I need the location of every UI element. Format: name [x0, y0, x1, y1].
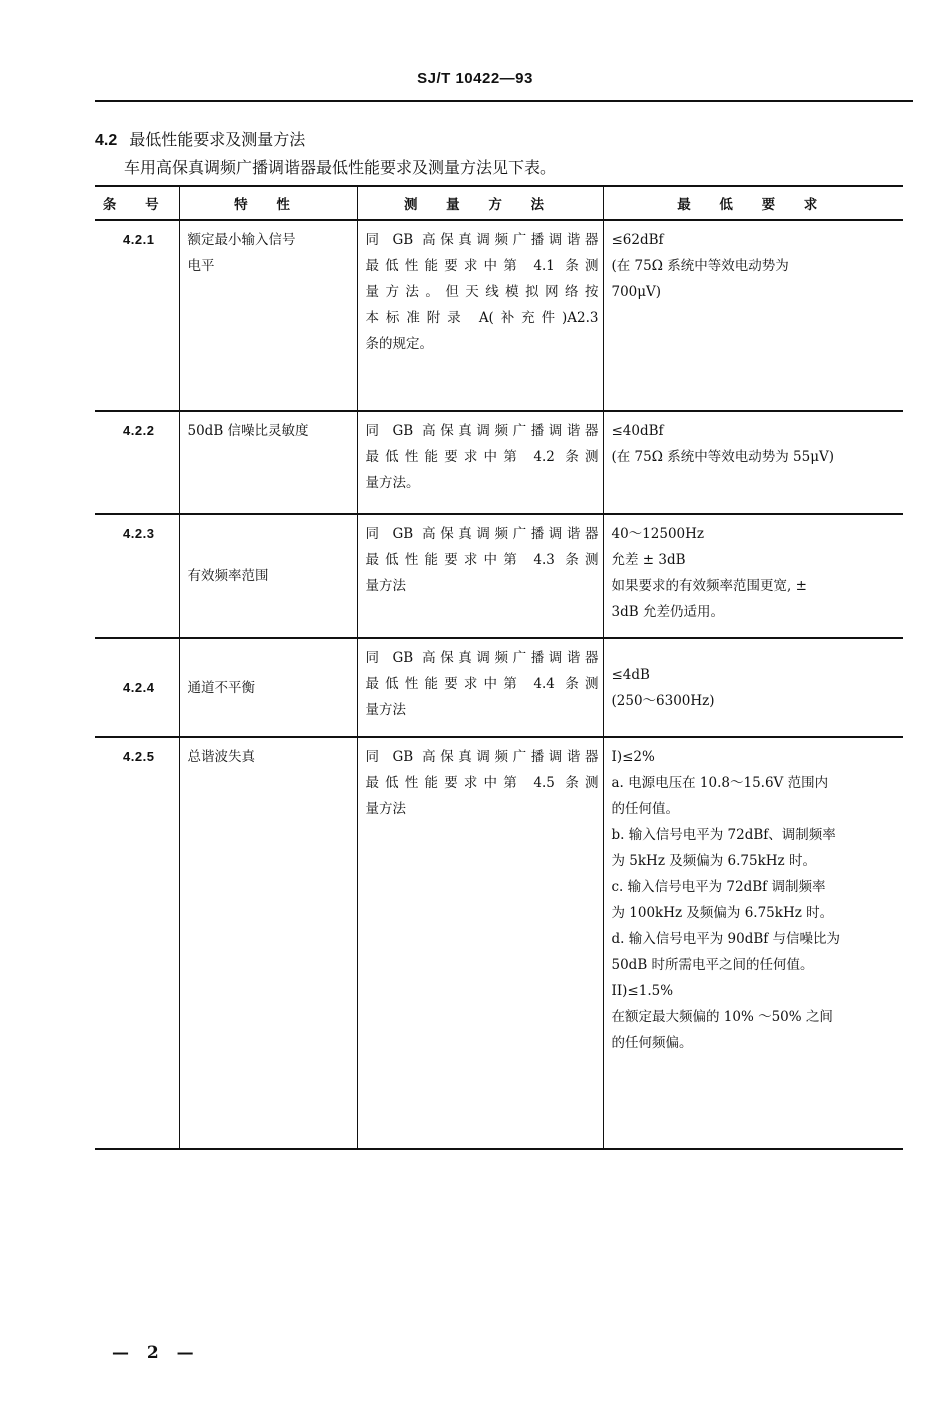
clause-cell: 4.2.3 [95, 514, 179, 638]
method-line: 量方法 [365, 578, 406, 594]
requirement-line: (在 75Ω 系统中等效电动势为 55μV) [611, 449, 834, 465]
characteristic-line: 电平 [187, 258, 215, 274]
requirement-line: 700μV) [611, 284, 662, 300]
header-rule [95, 100, 913, 102]
requirement-line: 的任何频偏。 [611, 1035, 693, 1051]
section-title: 最低性能要求及测量方法 [129, 130, 306, 149]
section-intro: 车用高保真调频广播调谐器最低性能要求及测量方法见下表。 [124, 158, 557, 177]
method-line: 同 GB 高保真调频广播调谐器 [365, 650, 599, 666]
requirement-line: I)≤2% [611, 749, 655, 765]
method-line: 量方法 [365, 702, 406, 718]
table-header-row [95, 186, 903, 220]
characteristic-line: 通道不平衡 [187, 679, 255, 696]
method-cell [357, 220, 603, 411]
section-number: 4.2 [95, 132, 118, 149]
table-row [95, 638, 903, 737]
requirement-line: a. 电源电压在 10.8～15.6V 范围内 [611, 775, 829, 791]
requirement-line: II)≤1.5% [611, 983, 674, 999]
characteristic-cell [179, 514, 357, 638]
method-line: 同 GB 高保真调频广播调谐器 [365, 232, 599, 248]
requirement-cell [603, 514, 903, 638]
characteristic-line: 额定最小输入信号 [187, 232, 296, 248]
characteristic-cell [179, 220, 357, 411]
requirement-line: b. 输入信号电平为 72dBf、调制频率 [611, 827, 836, 843]
header-requirement: 最 低 要 求 [603, 186, 903, 220]
header-method: 测 量 方 法 [357, 186, 603, 220]
method-line: 条的规定。 [365, 336, 433, 352]
requirement-line: ≤4dB [611, 666, 650, 683]
requirement-line: 为 100kHz 及频偏为 6.75kHz 时。 [611, 905, 834, 921]
characteristic-cell [179, 638, 357, 737]
requirement-line: ≤40dBf [611, 423, 664, 439]
requirement-cell [603, 220, 903, 411]
method-cell [357, 737, 603, 1149]
requirements-table [95, 185, 903, 1150]
method-line: 量方法 [365, 801, 406, 817]
characteristic-cell [179, 737, 357, 1149]
method-line: 最低性能要求中第 4.4 条测 [365, 676, 599, 692]
method-line: 量方法。但天线模拟网络按 [365, 284, 599, 300]
characteristic-line: 50dB 信噪比灵敏度 [187, 423, 309, 439]
requirement-line: 40～12500Hz [611, 526, 705, 542]
requirement-line: 如果要求的有效频率范围更宽, ± [611, 578, 807, 594]
requirement-line: ≤62dBf [611, 232, 664, 248]
method-line: 量方法。 [365, 475, 420, 491]
requirement-cell [603, 411, 903, 514]
requirement-line: (250～6300Hz) [611, 692, 715, 709]
method-line: 最低性能要求中第 4.1 条测 [365, 258, 599, 274]
requirement-line: c. 输入信号电平为 72dBf 调制频率 [611, 879, 826, 895]
header-characteristic: 特 性 [179, 186, 357, 220]
requirement-cell [603, 737, 903, 1149]
method-line: 最低性能要求中第 4.5 条测 [365, 775, 599, 791]
table-row [95, 514, 903, 638]
requirement-line: d. 输入信号电平为 90dBf 与信噪比为 [611, 931, 841, 947]
page-number: — 2 — [112, 1343, 200, 1363]
characteristic-line: 有效频率范围 [187, 568, 269, 584]
table-row [95, 737, 903, 1149]
method-cell [357, 514, 603, 638]
requirement-line: 允差 ± 3dB [611, 552, 686, 568]
method-line: 最低性能要求中第 4.2 条测 [365, 449, 599, 465]
method-cell [357, 411, 603, 514]
requirement-line: (在 75Ω 系统中等效电动势为 [611, 258, 789, 274]
table-row [95, 220, 903, 411]
requirement-line: 为 5kHz 及频偏为 6.75kHz 时。 [611, 853, 816, 869]
section-heading [95, 127, 305, 150]
clause-cell: 4.2.1 [95, 220, 179, 411]
method-line: 最低性能要求中第 4.3 条测 [365, 552, 599, 568]
clause-cell: 4.2.2 [95, 411, 179, 514]
table-row [95, 411, 903, 514]
requirement-cell [603, 638, 903, 737]
method-line: 本标准附录 A(补充件)A2.3 [365, 310, 599, 326]
method-line: 同 GB 高保真调频广播调谐器 [365, 423, 599, 439]
clause-cell: 4.2.5 [95, 737, 179, 1149]
method-line: 同 GB 高保真调频广播调谐器 [365, 749, 599, 765]
clause-cell: 4.2.4 [95, 638, 179, 737]
header-clause: 条 号 [95, 186, 179, 220]
requirement-line: 50dB 时所需电平之间的任何值。 [611, 957, 814, 973]
method-cell [357, 638, 603, 737]
requirement-line: 的任何值。 [611, 801, 679, 817]
method-line: 同 GB 高保真调频广播调谐器 [365, 526, 599, 542]
requirement-line: 3dB 允差仍适用。 [611, 604, 724, 620]
characteristic-line: 总谐波失真 [187, 749, 255, 765]
requirement-line: 在额定最大频偏的 10% ～50% 之间 [611, 1009, 833, 1025]
characteristic-cell [179, 411, 357, 514]
standard-code-header: SJ/T 10422—93 [417, 70, 533, 87]
